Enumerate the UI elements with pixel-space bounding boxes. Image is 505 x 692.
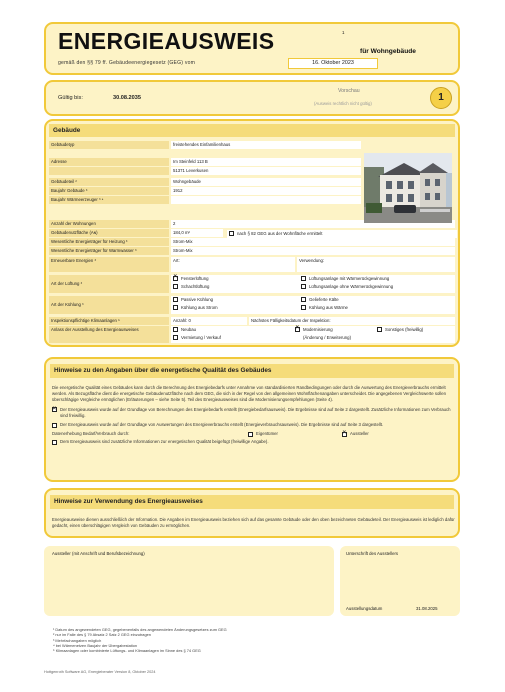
option-label: Kühlung aus Wärme <box>309 305 348 310</box>
ventilation-label: Art der Lüftung ³ <box>49 275 169 293</box>
option-label: Schachtlüftung <box>181 284 210 289</box>
building-row-value <box>171 196 361 204</box>
document-title: ENERGIEAUSWEIS <box>58 28 275 54</box>
title-footnote-marker: 1 <box>342 30 345 35</box>
issuer-label: Aussteller (mit Anschrift und Berufsbezeichnung) <box>52 551 145 556</box>
building-row-value: Strom-Mix <box>171 238 455 246</box>
building-row-value: Im Steinfeld 113 B <box>171 158 361 166</box>
consumption-option[interactable] <box>52 422 456 428</box>
footnote: ³ Mehrfachangaben möglich <box>53 637 102 643</box>
checkbox[interactable] <box>301 305 306 310</box>
ventilation-option[interactable] <box>173 284 209 289</box>
building-row-label: Gebäudetyp <box>49 141 169 149</box>
valid-until-date: 30.08.2035 <box>113 95 141 101</box>
reason-options <box>171 326 455 343</box>
reason-option[interactable] <box>295 327 333 332</box>
demand-option[interactable] <box>52 407 456 419</box>
reason-option[interactable] <box>173 335 221 340</box>
building-row-value: 1912 <box>171 187 361 195</box>
law-reference: gemäß den §§ 79 ff. Gebäudeenergiegesetz (GEG) vom <box>58 60 196 66</box>
checkbox[interactable] <box>301 297 306 302</box>
building-row-label: Wesentliche Energieträger für Warmwasser ³ <box>49 247 169 255</box>
reason-label: Anlass der Ausstellung des Energieausweises <box>49 326 169 343</box>
quality-hints-body <box>52 385 456 445</box>
cooling-option[interactable] <box>173 305 218 310</box>
cooling-option[interactable] <box>301 297 339 302</box>
quality-hints-title: Hinweise zu den Angaben über die energetische Qualität des Gebäudes <box>50 364 454 378</box>
option-label: Eigentümer <box>256 431 278 437</box>
ventilation-row <box>49 275 455 294</box>
quality-hints-paragraph: Die energetische Qualität eines Gebäudes kann durch die Berechnung des Energiebedarfs unter Annahme von standardisierten Randbedingungen oder durch die Auswertung des Energieverbrauchs ermittelt werden. Als Bezugsfläche dient die energetische Gebäudenutzfläche nach dem GEG, die sich in der Regel von den allgemeinen Wohnflächenangaben unterscheidet. Die angegebenen Vergleichswerte sollen überschlägige Vergleiche ermöglichen (Erläuterungen – siehe Seite 5). Teil des Energieausweises sind die Modernisierungsempfehlungen (Seite 4). <box>52 385 447 403</box>
reason-option[interactable] <box>377 327 423 332</box>
inspection-next-date: Nächstes Fälligkeitsdatum der Inspektion: <box>249 317 455 325</box>
renewable-use: Verwendung: <box>297 257 455 272</box>
reason-option[interactable] <box>173 327 196 332</box>
ventilation-option[interactable] <box>173 276 208 281</box>
option-label: Gelieferte Kälte <box>309 297 339 302</box>
cooling-option[interactable] <box>301 305 348 310</box>
checkbox[interactable] <box>173 327 178 332</box>
building-row-label: Gebäudeteil ² <box>49 178 169 186</box>
ventilation-options <box>171 275 455 293</box>
checkbox[interactable] <box>377 327 382 332</box>
renewable-type: Art: <box>171 257 295 272</box>
issuer-box <box>44 546 334 616</box>
area-option-checkbox[interactable] <box>229 231 234 236</box>
usage-hints-title: Hinweise zur Verwendung des Energieausweises <box>50 495 454 509</box>
checkbox[interactable] <box>52 440 57 445</box>
usage-hints-panel <box>44 488 460 538</box>
checkbox[interactable] <box>173 305 178 310</box>
footnote: ⁵ Klimaanlagen oder kombinierte Lüftungs- und Klimaanlagen im Sinne des § 74 GEG <box>53 648 201 654</box>
option-label: Aussteller <box>350 431 369 437</box>
option-label: Lüftungsanlage ohne Wärmerückgewinnung <box>309 284 394 289</box>
building-panel <box>44 119 460 347</box>
area-option-label: nach § 82 GEG aus der Wohnfläche ermittelt <box>237 231 323 236</box>
building-row-label <box>49 167 169 175</box>
building-row-value: Wohngebäude <box>171 178 361 186</box>
option-label: Neubau <box>181 327 197 332</box>
reason-row <box>49 326 455 344</box>
signature-label: Unterschrift des Ausstellers <box>346 551 399 556</box>
inspection-count: Anzahl: 0 <box>171 317 247 325</box>
checkbox-checked[interactable] <box>342 432 347 437</box>
building-row-label: Baujahr Wärmeerzeuger ³ ⁴ <box>49 196 169 204</box>
checkbox[interactable] <box>52 423 57 428</box>
footnote: ² nur im Falle des § 79 Absatz 2 Satz 2 GEG einzutragen <box>53 632 151 638</box>
option-label: Passive Kühlung <box>181 297 214 302</box>
footnotes <box>53 627 227 653</box>
footnote: ¹ Datum des angewendeten GEG, gegebenenfalls des angewendeten Änderungsgesetzes zum GEG <box>53 627 227 632</box>
owner-option[interactable] <box>248 431 278 437</box>
building-row-label: Baujahr Gebäude ³ <box>49 187 169 195</box>
building-row-value: freistehendes Einfamilienhaus <box>171 141 361 149</box>
checkbox[interactable] <box>301 284 306 289</box>
option-label: Fensterlüftung <box>181 276 209 281</box>
building-row <box>49 229 455 238</box>
building-row-value: Strom-Mix <box>171 247 455 255</box>
renewable-label: Erneuerbare Energien ³ <box>49 257 169 272</box>
checkbox[interactable] <box>173 335 178 340</box>
building-row-label: Gebäudenutzfläche (Aɴ) <box>49 229 169 237</box>
building-row-value: 2 <box>171 220 455 228</box>
building-row <box>49 141 455 150</box>
renewable-row <box>49 257 455 273</box>
building-row-label: Adresse <box>49 158 169 166</box>
preview-watermark-note: (Ausweis rechtlich nicht gültig) <box>314 101 372 106</box>
building-row <box>49 247 455 256</box>
demand-option-text: Der Energieausweis wurde auf der Grundlage von Berechnungen des Energiebedarfs erstellt (Energiebedarfsausweis). Die Ergebnisse sind auf Seite 2 dargestellt. Zusätzliche Informationen zum Verbrauch sind freiwillig. <box>60 406 451 418</box>
title-panel <box>44 22 460 75</box>
issue-date-label: Ausstellungsdatum <box>346 606 383 611</box>
signature-box <box>340 546 460 616</box>
checkbox-checked[interactable] <box>295 327 300 332</box>
inspection-label: Inspektionspflichtige Klimaanlagen ⁵ <box>49 317 169 325</box>
building-row-label: Anzahl der Wohnungen <box>49 220 169 228</box>
ventilation-option[interactable] <box>301 276 389 281</box>
building-row-label: Wesentliche Energieträger für Heizung ³ <box>49 238 169 246</box>
checkbox[interactable] <box>301 276 306 281</box>
building-photo <box>364 153 452 223</box>
checkbox-checked[interactable] <box>52 407 57 412</box>
option-label: Modernisierung <box>303 327 333 332</box>
consumption-option-text: Der Energieausweis wurde auf der Grundlage von Auswertungen des Energieverbrauchs erstellt (Energieverbrauchsausweis). Die Ergebnisse sind auf Seite 3 dargestellt. <box>60 422 384 428</box>
checkbox-checked[interactable] <box>173 276 178 281</box>
validity-panel <box>44 80 460 116</box>
cooling-row <box>49 296 455 315</box>
option-label: Kühlung aus Strom <box>181 305 218 310</box>
footnote: ⁴ bei Wärmenetzen Baujahr der Übergabestation <box>53 642 138 648</box>
area-option <box>227 230 457 238</box>
option-label: Vermietung / Verkauf <box>181 335 221 340</box>
ventilation-option[interactable] <box>301 284 393 289</box>
checkbox[interactable] <box>173 284 178 289</box>
issuer-option[interactable] <box>342 431 369 437</box>
cooling-option[interactable] <box>173 297 213 302</box>
building-section-title: Gebäude <box>49 124 455 137</box>
inspection-row <box>49 317 455 326</box>
checkbox[interactable] <box>248 432 253 437</box>
law-date-field: 16. Oktober 2023 <box>288 58 378 69</box>
building-row-value: 184,0 m² <box>171 229 223 237</box>
software-footer: Hottgenroth Software AG, Energieberater Version 8, Oktober 2024 <box>44 670 156 674</box>
quality-hints-panel <box>44 357 460 482</box>
attachment-option-text: Dem Energieausweis sind zusätzliche Informationen zur energetischen Qualität beigefügt (freiwillige Angabe). <box>60 439 269 445</box>
attachment-option[interactable] <box>52 439 456 445</box>
cooling-options <box>171 296 455 314</box>
option-label: Sonstiges (freiwillig) <box>385 327 424 332</box>
data-collection-label: Datenerhebung Bedarf/Verbrauch durch: <box>52 431 130 437</box>
reason-note: (Änderung / Erweiterung) <box>303 335 352 340</box>
cooling-label: Art der Kühlung ³ <box>49 296 169 314</box>
usage-hints-text: Energieausweise dienen ausschließlich der Information. Die Angaben im Energieausweis beziehen sich auf das gesamte Gebäude oder den oben bezeichneten Gebäudeteil. Der Energieausweis ist lediglich dafür gedacht, einen überschlägigen Vergleich von Gebäuden zu ermöglichen. <box>52 517 455 529</box>
building-row <box>49 238 455 247</box>
valid-until-label: Gültig bis: <box>58 95 83 101</box>
issue-date-value: 31.08.2025 <box>416 606 438 611</box>
document-subtitle: für Wohngebäude <box>360 48 416 55</box>
building-row-value: 51371 Leverkusen <box>171 167 361 175</box>
checkbox[interactable] <box>173 297 178 302</box>
data-collection-row <box>52 431 456 438</box>
option-label: Lüftungsanlage mit Wärmerückgewinnung <box>309 276 390 281</box>
page-number-badge: 1 <box>430 87 452 109</box>
preview-watermark-title: Vorschau <box>338 88 360 94</box>
